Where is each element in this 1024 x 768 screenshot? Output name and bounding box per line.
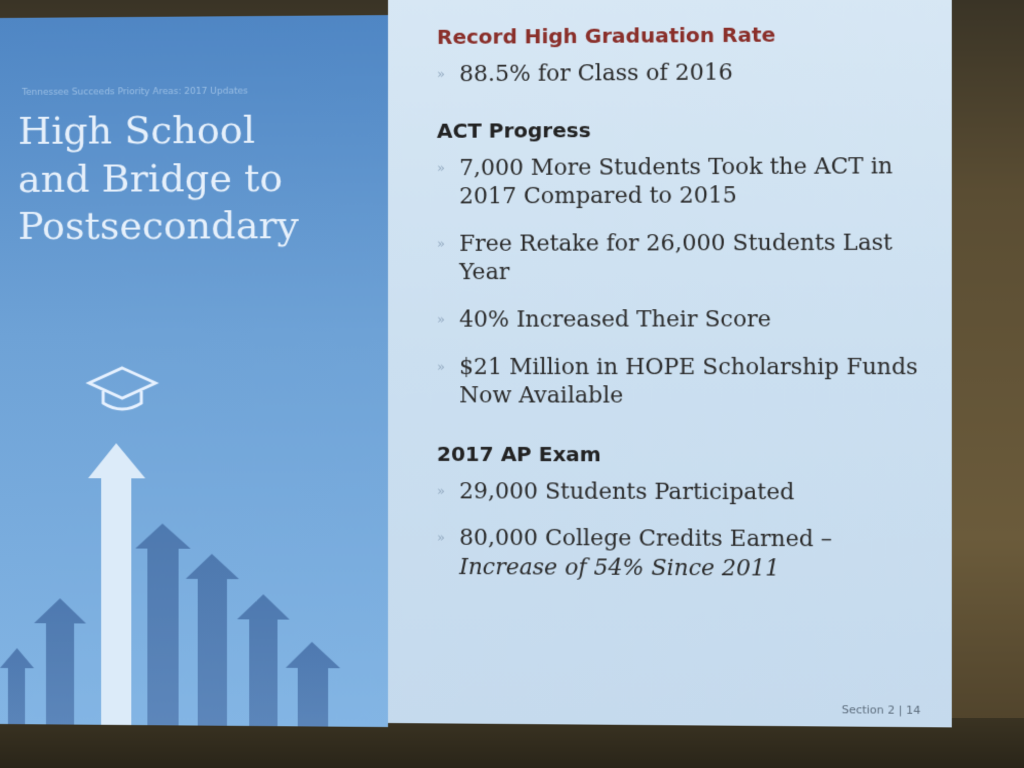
arrow-up-icon <box>88 443 145 727</box>
bullet-item <box>437 478 931 508</box>
bullet-item <box>437 58 931 90</box>
slide-left-panel <box>0 15 388 727</box>
rising-arrows-graphic <box>0 438 388 727</box>
bullet-text: 29,000 Students Participated <box>459 478 795 506</box>
arrow-up-icon <box>34 598 86 727</box>
bullet-text: 7,000 More Students Took the ACT in 2017 Compared to 2015 <box>459 153 893 210</box>
bullet-text: Free Retake for 26,000 Students Last Year <box>459 230 893 286</box>
bullet-item <box>437 152 931 212</box>
bullet-item <box>437 306 931 335</box>
bullet-marker: » <box>436 236 445 252</box>
bullet-marker: » <box>436 67 445 83</box>
arrow-up-icon <box>135 523 190 727</box>
slide-breadcrumb: Tennessee Succeeds Priority Areas: 2017 Updates <box>21 86 248 98</box>
arrow-up-icon <box>286 642 341 727</box>
slide-right-panel <box>388 0 952 727</box>
bullet-item <box>437 525 931 585</box>
bullet-text: 80,000 College Credits Earned – <box>459 525 833 553</box>
bullet-text: 40% Increased Their Score <box>459 307 772 333</box>
section-heading-ap: 2017 AP Exam <box>436 441 602 467</box>
bullet-marker: » <box>436 160 445 176</box>
slide-title: High School and Bridge to Postsecondary <box>17 107 299 248</box>
graduation-cap-icon <box>85 363 159 419</box>
bullet-marker: » <box>436 359 445 375</box>
arrow-up-icon <box>237 594 290 727</box>
bullet-text: 88.5% for Class of 2016 <box>459 60 733 88</box>
bullet-item <box>437 229 931 288</box>
arrow-up-icon <box>186 554 239 727</box>
bullet-subtext: Increase of 54% Since 2011 <box>459 554 780 582</box>
section-heading-graduation: Record High Graduation Rate <box>436 22 776 50</box>
bullet-marker: » <box>436 530 445 547</box>
bullet-marker: » <box>436 483 445 500</box>
bullet-marker: » <box>436 312 445 328</box>
arrow-up-icon <box>0 648 34 727</box>
section-heading-act: ACT Progress <box>436 117 591 143</box>
slide-content <box>437 21 931 603</box>
slide-footer: Section 2 | 14 <box>841 703 921 717</box>
bullet-text: $21 Million in HOPE Scholarship Funds Now Available <box>459 354 918 409</box>
bullet-item <box>437 353 931 411</box>
